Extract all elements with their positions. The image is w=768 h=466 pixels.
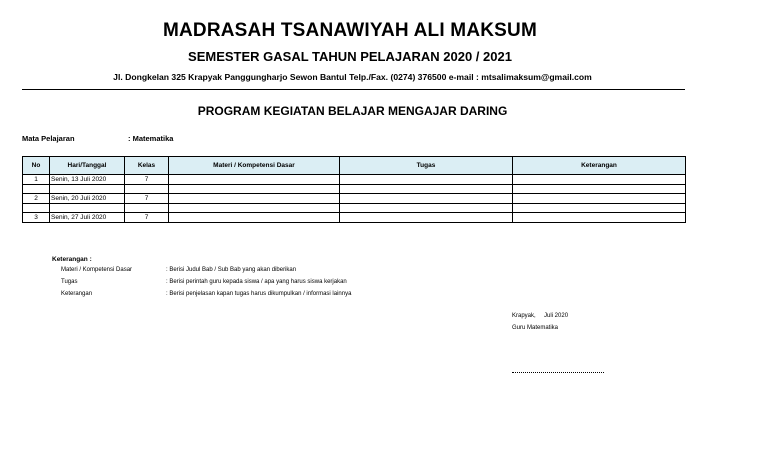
table-header-row (23, 157, 686, 175)
cell-notes[interactable] (513, 184, 686, 194)
cell-class (125, 203, 169, 213)
cell-notes[interactable] (513, 194, 686, 204)
notes-key-notes: Keterangan (61, 291, 93, 297)
signature-line (512, 372, 604, 373)
subject-value: : Matematika (128, 134, 174, 143)
cell-material[interactable] (169, 184, 340, 194)
school-address: Jl. Dongkelan 325 Krapyak Panggungharjo Sewon Bantul Telp./Fax. (0274) 376500 e-mail : mtsalimaksum@gmail.com (113, 72, 592, 82)
program-title: PROGRAM KEGIATAN BELAJAR MENGAJAR DARING (197, 104, 508, 118)
cell-task[interactable] (340, 194, 513, 204)
subject-label: Mata Pelajaran (22, 134, 75, 143)
cell-date (50, 203, 125, 213)
table-row (23, 213, 686, 223)
schedule-table (22, 156, 686, 223)
cell-task[interactable] (340, 203, 513, 213)
cell-date (50, 184, 125, 194)
cell-no (23, 203, 50, 213)
col-header-material: Materi / Kompetensi Dasar (169, 157, 340, 175)
cell-no: 3 (23, 213, 50, 223)
table-row (23, 184, 686, 194)
cell-no: 1 (23, 175, 50, 185)
cell-notes[interactable] (513, 203, 686, 213)
cell-no (23, 184, 50, 194)
cell-material[interactable] (169, 213, 340, 223)
signature-place-date: Krapyak, Juli 2020 (512, 313, 569, 319)
cell-task[interactable] (340, 175, 513, 185)
col-header-class: Kelas (125, 157, 169, 175)
col-header-task: Tugas (340, 157, 513, 175)
cell-task[interactable] (340, 184, 513, 194)
notes-key-task: Tugas (61, 279, 78, 285)
cell-class: 7 (125, 194, 169, 204)
cell-material[interactable] (169, 175, 340, 185)
notes-title: Keterangan : (52, 256, 92, 263)
notes-value-task: : Berisi perintah guru kepada siswa / apa yang harus siswa kerjakan (166, 279, 347, 285)
semester-subtitle: SEMESTER GASAL TAHUN PELAJARAN 2020 / 2021 (188, 49, 512, 64)
table-row (23, 203, 686, 213)
signature-role: Guru Matematika (512, 325, 559, 331)
col-header-no: No (23, 157, 50, 175)
notes-value-material: : Berisi Judul Bab / Sub Bab yang akan diberikan (166, 267, 297, 273)
school-title: MADRASAH TSANAWIYAH ALI MAKSUM (162, 20, 538, 41)
cell-date: Senin, 27 Juli 2020 (50, 213, 125, 223)
cell-notes[interactable] (513, 175, 686, 185)
table-row (23, 175, 686, 185)
cell-date: Senin, 13 Juli 2020 (50, 175, 125, 185)
cell-notes[interactable] (513, 213, 686, 223)
cell-no: 2 (23, 194, 50, 204)
notes-value-notes: : Berisi penjelasan kapan tugas harus dikumpulkan / informasi lainnya (166, 291, 352, 297)
notes-key-material: Materi / Kompetensi Dasar (61, 267, 133, 273)
cell-material[interactable] (169, 203, 340, 213)
cell-class (125, 184, 169, 194)
cell-class: 7 (125, 213, 169, 223)
header-divider (22, 89, 685, 90)
table-row (23, 194, 686, 204)
col-header-notes: Keterangan (513, 157, 686, 175)
cell-class: 7 (125, 175, 169, 185)
cell-task[interactable] (340, 213, 513, 223)
cell-material[interactable] (169, 194, 340, 204)
col-header-date: Hari/Tanggal (50, 157, 125, 175)
cell-date: Senin, 20 Juli 2020 (50, 194, 125, 204)
